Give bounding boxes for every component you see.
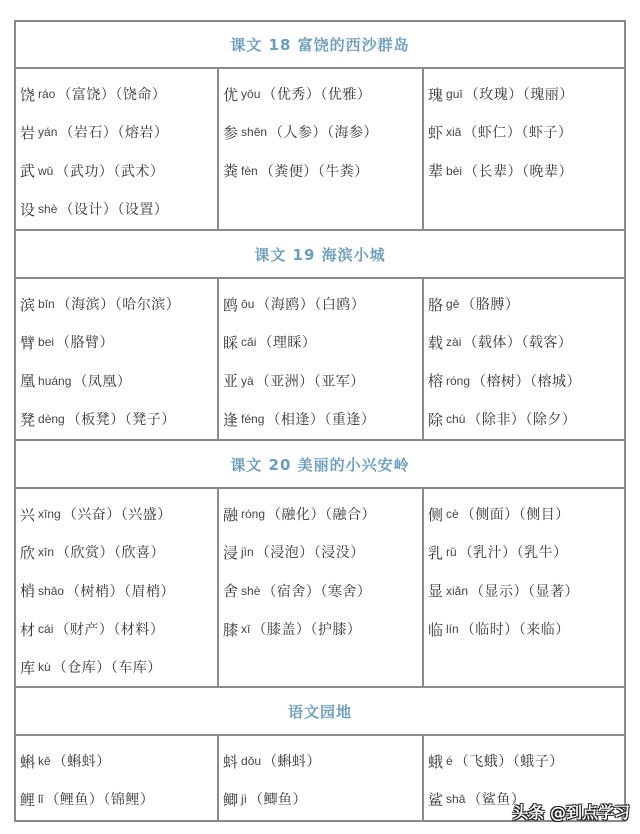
column-1 [16,489,219,686]
word-entry [20,648,217,686]
pinyin: jìn [241,545,254,560]
word-entry [428,495,624,533]
pinyin: yōu [241,87,261,102]
pinyin: róng [241,507,266,522]
word-entry [223,113,422,151]
column-2 [219,736,424,820]
character: 蝌 [20,752,36,771]
word-entry [223,495,422,533]
section-title: 课文 18 富饶的西沙群岛 [16,22,624,69]
pinyin: chú [446,412,466,427]
section-body [16,489,624,688]
pinyin: fèn [241,163,258,178]
example-words: （虾仁）（虾子） [463,125,573,142]
character: 武 [20,162,36,181]
word-entry [428,742,624,780]
pinyin: gē [446,297,460,312]
word-entry [20,152,217,190]
character: 除 [428,410,444,429]
example-words: （粪便）（牛粪） [259,163,369,180]
character: 睬 [223,333,239,352]
example-words: （优秀）（优雅） [262,87,372,104]
word-entry [223,152,422,190]
character: 逢 [223,410,239,429]
character: 臂 [20,333,36,352]
pinyin: yà [241,373,254,388]
character: 梢 [20,582,36,601]
character: 凰 [20,372,36,391]
column-2 [219,69,424,229]
word-entry [20,362,217,400]
example-words: （榕树）（榕城） [472,373,582,390]
section-body [16,279,624,441]
example-words: （海滨）（哈尔滨） [56,297,181,314]
word-entry [20,780,217,818]
character: 凳 [20,410,36,429]
pinyin: dǒu [241,754,262,769]
word-entry [223,323,422,361]
word-entry [428,152,624,190]
word-entry [428,610,624,648]
example-words: （显示）（显著） [470,583,580,600]
character: 载 [428,333,444,352]
pinyin: é [446,754,453,769]
pinyin: shè [38,202,58,217]
example-words: （蝌蚪） [263,754,322,771]
character: 库 [20,658,36,677]
example-words: （仓库）（车库） [52,660,162,677]
character: 兴 [20,505,36,524]
section-title: 课文 20 美丽的小兴安岭 [16,441,624,489]
pinyin: xīn [38,545,55,560]
word-entry [223,780,422,818]
pinyin: cè [446,507,459,522]
word-entry [20,742,217,780]
pinyin: lín [446,622,459,637]
pinyin: xiā [446,125,462,140]
character: 岩 [20,123,36,142]
word-entry [20,495,217,533]
column-1 [16,736,219,820]
example-words: （板凳）（凳子） [66,412,176,429]
word-entry [20,323,217,361]
lesson-18-section [16,22,624,231]
character: 侧 [428,505,444,524]
character: 辈 [428,162,444,181]
example-words: （飞蛾）（蛾子） [454,754,564,771]
example-words: （人参）（海参） [269,125,379,142]
example-words: （兴奋）（兴盛） [62,507,172,524]
character: 蛾 [428,752,444,771]
character: 鸥 [223,295,239,314]
column-2 [219,489,424,686]
example-words: （鲨鱼） [467,792,526,809]
pinyin: ōu [241,297,255,312]
example-words: （树梢）（眉梢） [66,583,176,600]
example-words: （乳汁）（乳牛） [458,545,568,562]
pinyin: xiǎn [446,583,469,598]
word-entry [20,533,217,571]
pinyin: shēn [241,125,268,140]
word-entry [428,285,624,323]
example-words: （胳膊） [461,297,520,314]
character: 瑰 [428,85,444,104]
word-entry [428,400,624,438]
example-words: （浸泡）（浸没） [255,545,365,562]
character: 粪 [223,162,239,181]
word-entry [20,400,217,438]
character: 鲫 [223,790,239,809]
pinyin: róng [446,373,471,388]
example-words: （侧面）（侧目） [460,507,570,524]
word-entry [223,533,422,571]
pinyin: ráo [38,87,56,102]
character: 舍 [223,582,239,601]
word-entry [223,742,422,780]
column-2 [219,279,424,439]
pinyin: kē [38,754,51,769]
character: 饶 [20,85,36,104]
example-words: （设计）（设置） [59,202,169,219]
word-entry [428,572,624,610]
word-entry [428,362,624,400]
pinyin: guī [446,87,463,102]
pinyin: jì [241,792,248,807]
word-entry [428,533,624,571]
pinyin: wǔ [38,163,54,178]
column-3 [424,489,624,686]
watermark: 头条 @到点学习 [512,803,630,822]
character: 榕 [428,372,444,391]
pinyin: cái [38,622,54,637]
word-entry [223,362,422,400]
pinyin: huáng [38,373,72,388]
column-3 [424,69,624,229]
pinyin: yán [38,125,58,140]
example-words: （亚洲）（亚军） [255,373,365,390]
vocabulary-table [14,20,626,822]
word-entry [20,113,217,151]
word-entry [20,572,217,610]
word-entry [20,190,217,228]
word-entry [223,610,422,648]
pinyin: zài [446,335,462,350]
word-entry [428,75,624,113]
example-words: （长辈）（晚辈） [464,163,574,180]
column-1 [16,69,219,229]
example-words: （理睬） [258,335,317,352]
character: 显 [428,582,444,601]
pinyin: kù [38,660,51,675]
pinyin: shāo [38,583,65,598]
example-words: （相逢）（重逢） [266,412,376,429]
example-words: （胳臂） [56,335,115,352]
example-words: （岩石）（熔岩） [59,125,169,142]
word-entry [223,285,422,323]
character: 优 [223,85,239,104]
character: 材 [20,620,36,639]
pinyin: bīn [38,297,55,312]
character: 临 [428,620,444,639]
pinyin: cǎi [241,335,257,350]
pinyin: xīng [38,507,61,522]
example-words: （膝盖）（护膝） [252,622,362,639]
example-words: （富饶）（饶命） [57,87,167,104]
example-words: （载体）（载客） [463,335,573,352]
lesson-20-section [16,441,624,688]
word-entry [223,75,422,113]
character: 鲤 [20,790,36,809]
column-1 [16,279,219,439]
example-words: （海鸥）（白鸥） [256,297,366,314]
character: 亚 [223,372,239,391]
section-body [16,69,624,231]
example-words: （凤凰） [73,373,132,390]
word-entry [428,323,624,361]
word-entry [20,285,217,323]
column-3 [424,279,624,439]
word-entry [428,113,624,151]
example-words: （鲫鱼） [249,792,308,809]
pinyin: bei [38,335,55,350]
pinyin: shā [446,792,466,807]
character: 欣 [20,543,36,562]
pinyin: dèng [38,412,65,427]
character: 胳 [428,295,444,314]
example-words: （欣赏）（欣喜） [56,545,166,562]
character: 乳 [428,543,444,562]
pinyin: féng [241,412,265,427]
example-words: （武功）（武术） [55,163,165,180]
character: 参 [223,123,239,142]
example-words: （鲤鱼）（锦鲤） [45,792,155,809]
character: 融 [223,505,239,524]
word-entry [223,572,422,610]
pinyin: lǐ [38,792,44,807]
example-words: （财产）（材料） [55,622,165,639]
pinyin: bèi [446,163,463,178]
character: 设 [20,200,36,219]
word-entry [223,400,422,438]
character: 虾 [428,123,444,142]
word-entry [20,75,217,113]
character: 浸 [223,543,239,562]
lesson-19-section [16,231,624,441]
example-words: （玫瑰）（瑰丽） [464,87,574,104]
character: 蚪 [223,752,239,771]
character: 膝 [223,620,239,639]
example-words: （宿舍）（寒舍） [262,583,372,600]
word-entry [20,610,217,648]
example-words: （临时）（来临） [460,622,570,639]
example-words: （蝌蚪） [52,754,111,771]
example-words: （除非）（除夕） [467,412,577,429]
pinyin: xī [241,622,251,637]
character: 鲨 [428,790,444,809]
pinyin: shè [241,583,261,598]
pinyin: rǔ [446,545,457,560]
example-words: （融化）（融合） [267,507,377,524]
character: 滨 [20,295,36,314]
section-title: 课文 19 海滨小城 [16,231,624,279]
section-title: 语文园地 [16,688,624,736]
